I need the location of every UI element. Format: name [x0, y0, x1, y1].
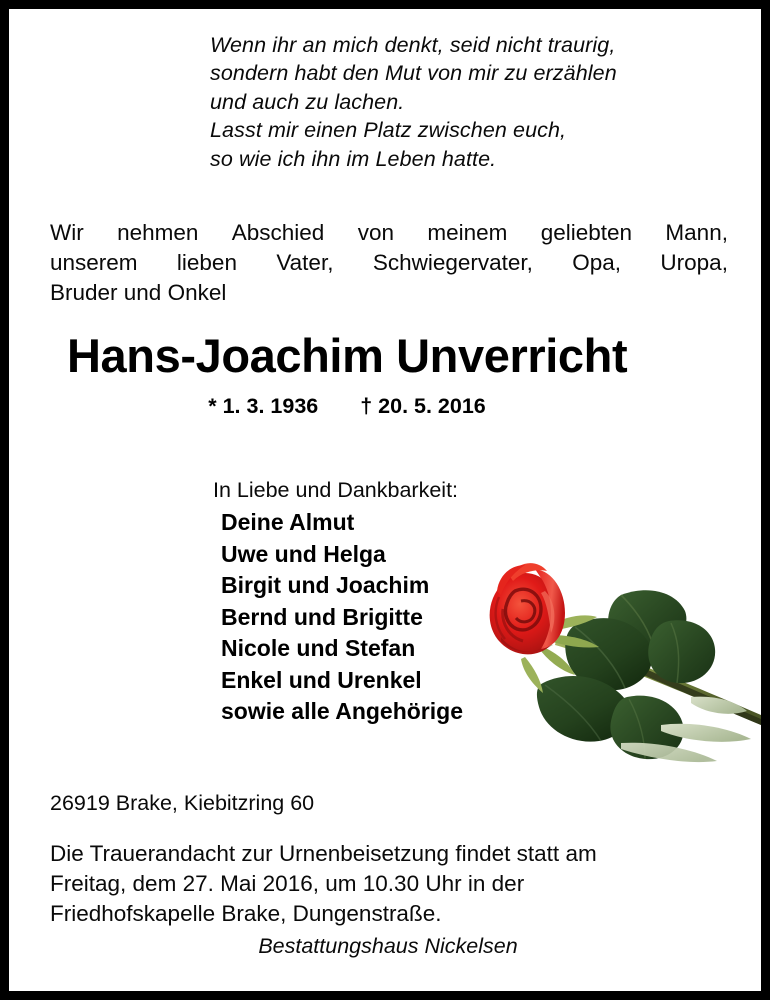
- service-word: Mai: [220, 871, 257, 896]
- poem-line-4: Lasst mir einen Platz zwischen euch,: [210, 118, 567, 143]
- service-word: um: [325, 871, 357, 896]
- service-word: am: [565, 841, 597, 866]
- list-item: sowie alle Angehörige: [221, 698, 463, 724]
- service-word: Uhr: [425, 871, 462, 896]
- list-item: Deine Almut: [221, 509, 355, 535]
- poem-line-3: und auch zu lachen.: [210, 89, 405, 114]
- family-heading: In Liebe und Dankbarkeit:: [213, 478, 459, 502]
- death-symbol: †: [360, 394, 373, 418]
- poem-line-2: sondern habt den Mut von mir zu erzählen: [210, 61, 617, 86]
- life-dates: [67, 394, 627, 419]
- intro-word: nehmen: [117, 220, 199, 245]
- address-line: 26919 Brake, Kiebitzring 60: [50, 791, 315, 815]
- service-word: zur: [241, 841, 273, 866]
- notice-inner: [9, 9, 761, 991]
- family-list: [213, 507, 643, 728]
- service-word: findet: [455, 841, 511, 866]
- service-word: der: [491, 871, 525, 896]
- service-line-3: Friedhofskapelle Brake, Dungenstraße.: [50, 901, 442, 926]
- service-word: Die: [50, 841, 84, 866]
- list-item: Birgit und Joachim: [221, 572, 430, 598]
- intro-line-2: [50, 248, 728, 278]
- service-details: [50, 839, 726, 929]
- list-item: Enkel und Urenkel: [221, 666, 422, 693]
- intro-word: geliebten: [540, 220, 633, 245]
- birth-symbol: *: [208, 394, 217, 418]
- intro-word: Uropa,: [660, 250, 728, 275]
- intro-word: lieben: [176, 250, 237, 275]
- intro-word: Mann,: [665, 220, 728, 245]
- deceased-name: Hans-Joachim Unverricht: [67, 329, 628, 382]
- service-word: Urnenbeisetzung: [278, 841, 450, 866]
- family-block: [213, 475, 643, 728]
- service-word: statt: [516, 841, 560, 866]
- intro-word: Abschied: [231, 220, 325, 245]
- intro-word: Schwiegervater,: [372, 250, 533, 275]
- service-word: Trauerandacht: [89, 841, 236, 866]
- intro-word: Vater,: [276, 250, 334, 275]
- birth-date: 1. 3. 1936: [222, 394, 319, 418]
- service-word: in: [467, 871, 486, 896]
- service-word: Freitag,: [50, 871, 127, 896]
- intro-word: unserem: [50, 250, 138, 275]
- funeral-home-name: Bestattungshaus Nickelsen: [258, 934, 518, 958]
- intro-word: Wir: [50, 220, 84, 245]
- farewell-intro: [50, 218, 728, 308]
- service-word: 27.: [182, 871, 214, 896]
- service-word: 10.30: [362, 871, 420, 896]
- poem-line-5: so wie ich ihn im Leben hatte.: [210, 146, 497, 171]
- list-item: Nicole und Stefan: [221, 635, 416, 661]
- list-item: Bernd und Brigitte: [221, 603, 423, 630]
- service-line-2: [50, 869, 726, 899]
- service-word: 2016,: [262, 871, 319, 896]
- list-item: Uwe und Helga: [221, 540, 386, 567]
- service-word: dem: [132, 871, 177, 896]
- intro-word: meinem: [427, 220, 508, 245]
- memorial-poem: [210, 31, 730, 173]
- intro-line-1: [50, 218, 728, 248]
- poem-line-1: Wenn ihr an mich denkt, seid nicht traurig,: [210, 33, 616, 57]
- intro-word: Opa,: [572, 250, 622, 275]
- service-line-1: [50, 839, 726, 869]
- intro-word: von: [357, 220, 394, 245]
- intro-line-3: Bruder und Onkel: [50, 280, 227, 305]
- death-date: 20. 5. 2016: [378, 394, 486, 418]
